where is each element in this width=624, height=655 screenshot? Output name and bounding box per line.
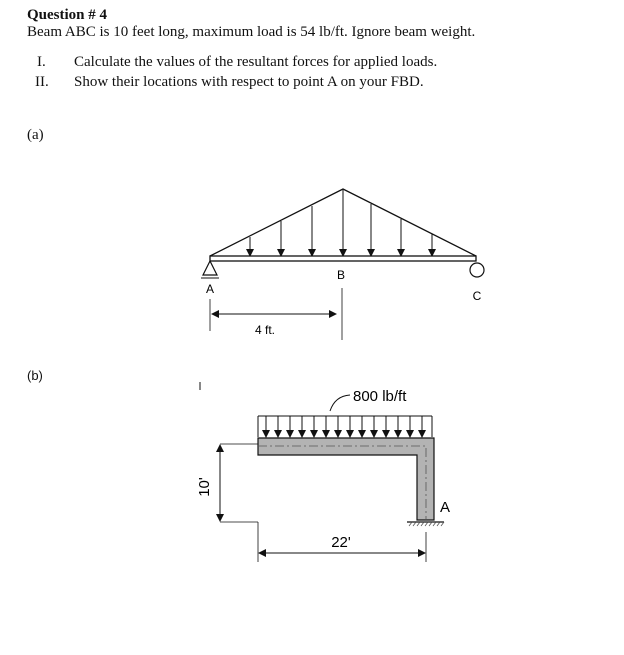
load-arrows — [250, 190, 432, 256]
task-text: Show their locations with respect to point A on your FBD. — [74, 74, 424, 90]
point-a-label: A — [205, 282, 215, 296]
dimension-label: 4 ft. — [254, 323, 276, 337]
question-description: Beam ABC is 10 feet long, maximum load is 54 lb/ft. Ignore beam weight. — [27, 24, 476, 40]
height-dimension-label: 10' — [196, 477, 213, 497]
figure-a — [201, 189, 484, 340]
task-text: Calculate the values of the resultant forces for applied loads. — [74, 54, 438, 70]
load-label: 800 lb/ft — [353, 388, 407, 405]
figure-b-label: (b) — [27, 368, 43, 383]
task-number: I. — [37, 54, 46, 70]
point-b-label: B — [336, 268, 346, 282]
roller-support-icon — [470, 263, 484, 277]
support-a-label: A — [440, 499, 451, 516]
pin-support-icon — [203, 261, 217, 275]
question-title: Question # 4 — [27, 7, 108, 23]
beam-abc — [210, 256, 476, 261]
load-leader-line — [330, 395, 350, 411]
l-frame-member — [258, 438, 434, 520]
width-dimension-label: 22' — [331, 534, 351, 551]
frame-centerline — [258, 446, 426, 520]
figure-a-label: (a) — [27, 127, 44, 143]
point-c-label: C — [472, 289, 482, 303]
uniform-load-arrows — [266, 416, 422, 437]
figure-b — [196, 382, 450, 562]
task-number: II. — [35, 74, 49, 90]
